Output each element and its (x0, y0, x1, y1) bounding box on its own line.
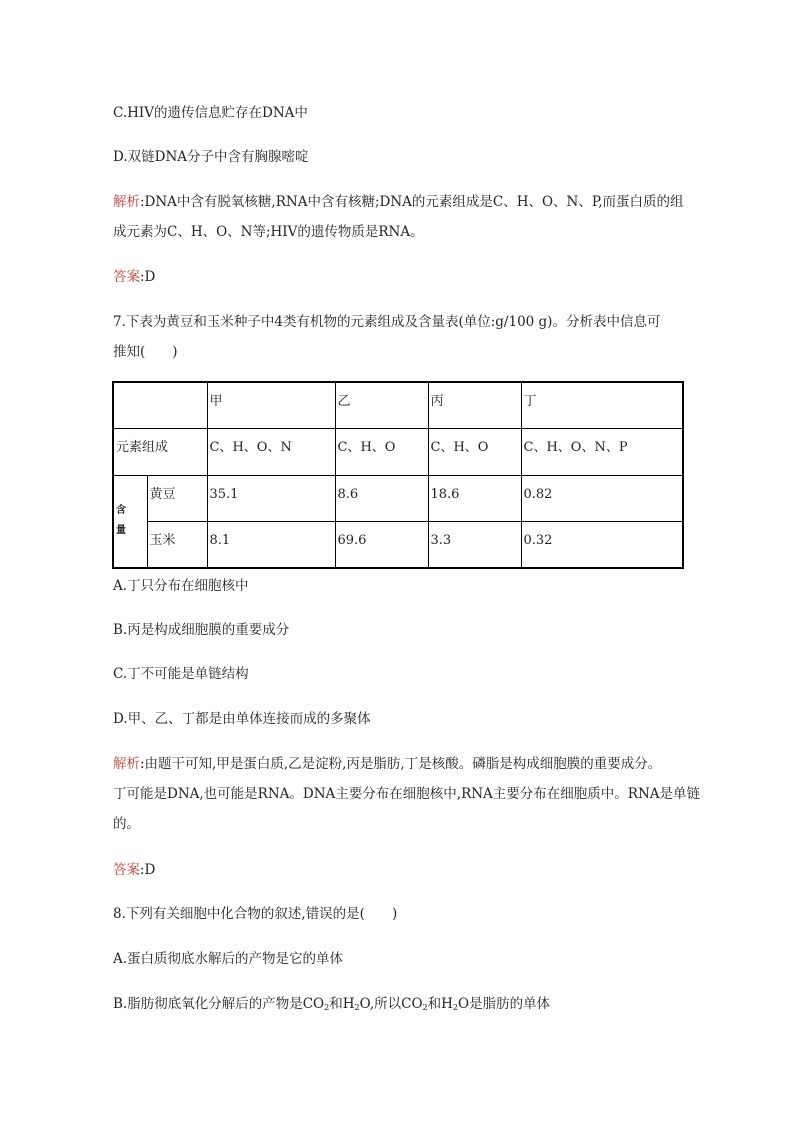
table-cell: C、H、O (335, 429, 428, 476)
table-row-composition (113, 429, 683, 476)
q8-stem: 8.下列有关细胞中化合物的叙述,错误的是( ) (113, 906, 398, 922)
table-header-row (113, 382, 683, 429)
subscript: 2 (324, 1003, 330, 1012)
header-yi: 乙 (335, 382, 428, 429)
q8-option-b (113, 994, 550, 1014)
analysis-label: 解析 (113, 756, 140, 772)
analysis-text: :由题干可知,甲是蛋白质,乙是淀粉,丙是脂肪,丁是核酸。磷脂是构成细胞膜的重要成分。 (140, 756, 662, 772)
table-cell: C、H、O、N、P (521, 429, 683, 476)
header-bing: 丙 (428, 382, 521, 429)
option-b-text: O,所以CO (359, 996, 423, 1012)
q7-analysis-line1 (113, 754, 661, 774)
q6-option-c: C.HIV的遗传信息贮存在DNA中 (113, 105, 308, 121)
subscript: 2 (354, 1003, 360, 1012)
q7-option-d: D.甲、乙、丁都是由单体连接而成的多聚体 (113, 711, 371, 727)
q7-data-table (112, 381, 684, 569)
row-label-composition: 元素组成 (113, 429, 207, 476)
q8-option-a: A.蛋白质彻底水解后的产物是它的单体 (113, 951, 344, 967)
q7-stem-line2: 推知( ) (113, 344, 178, 360)
q6-analysis-line2: 成元素为C、H、O、N等;HIV的遗传物质是RNA。 (113, 224, 424, 240)
header-jia: 甲 (207, 382, 335, 429)
analysis-label: 解析 (113, 194, 140, 210)
subscript: 2 (452, 1003, 459, 1012)
answer-value: :D (140, 862, 156, 878)
q6-answer (113, 267, 155, 287)
q7-option-a: A.丁只分布在细胞核中 (113, 578, 249, 594)
q7-analysis-line2: 丁可能是DNA,也可能是RNA。DNA主要分布在细胞核中,RNA主要分布在细胞质中。RNA是单链 (113, 786, 701, 802)
option-b-text: 和H (427, 996, 453, 1012)
row-label-content (113, 475, 147, 568)
row-label-corn: 玉米 (147, 522, 207, 569)
table-cell: 8.1 (207, 522, 335, 569)
table-cell: 69.6 (335, 522, 428, 569)
table-corner-cell (113, 382, 207, 429)
table-cell: 8.6 (335, 475, 428, 522)
subscript: 2 (422, 1003, 428, 1012)
row-label-soybean: 黄豆 (147, 475, 207, 522)
option-b-text: B.脂肪彻底氧化分解后的产物是CO (113, 996, 325, 1012)
answer-label: 答案 (113, 862, 140, 878)
content-label-text: 含量 (116, 505, 126, 537)
q7-analysis-line3: 的。 (113, 816, 140, 832)
q6-analysis-line1 (113, 192, 684, 212)
table-cell: C、H、O、N (207, 429, 335, 476)
option-b-text: 和H (329, 996, 355, 1012)
q7-stem-line1: 7.下表为黄豆和玉米种子中4类有机物的元素组成及含量表(单位:g/100 g)。分析表中信息可 (113, 314, 661, 330)
table-cell: 0.32 (521, 522, 683, 569)
header-ding: 丁 (521, 382, 683, 429)
table-cell: 3.3 (428, 522, 521, 569)
q7-option-b: B.丙是构成细胞膜的重要成分 (113, 622, 290, 638)
table-cell: C、H、O (428, 429, 521, 476)
table-cell: 35.1 (207, 475, 335, 522)
q7-answer (113, 860, 155, 880)
q6-option-d: D.双链DNA分子中含有胸腺嘧啶 (113, 149, 309, 165)
q7-option-c: C.丁不可能是单链结构 (113, 666, 249, 682)
option-b-text: O是脂肪的单体 (458, 996, 551, 1012)
answer-label: 答案 (113, 269, 140, 285)
analysis-text: :DNA中含有脱氧核糖,RNA中含有核糖;DNA的元素组成是C、H、O、N、P,而蛋白质的组 (140, 194, 684, 210)
answer-value: :D (140, 269, 156, 285)
table-row-corn (113, 522, 683, 569)
table-cell: 18.6 (428, 475, 521, 522)
table-cell: 0.82 (521, 475, 683, 522)
table-row-soybean (113, 475, 683, 522)
